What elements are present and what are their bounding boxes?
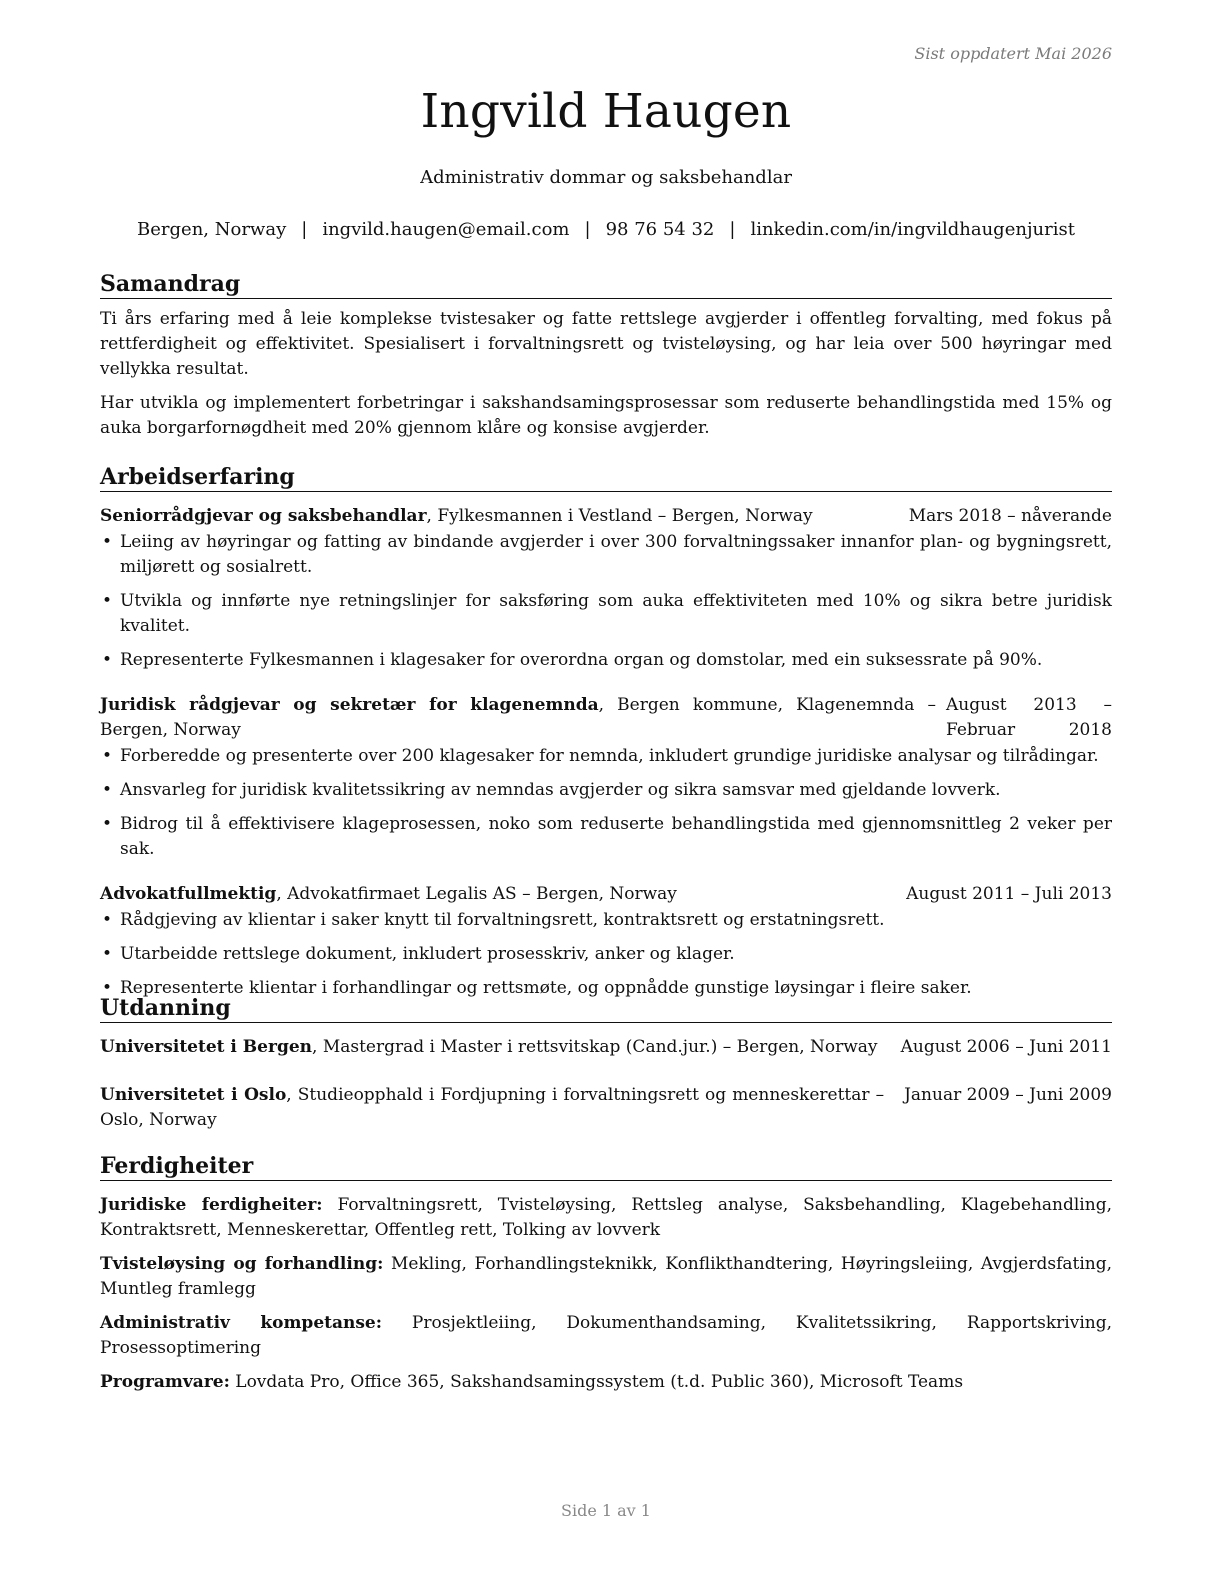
job-bullet: • Utvikla og innførte nye retningslinjer for saksføring som auka effektiviteten med 10% og sikra betre juridisk kvalitet. [100,589,1112,639]
job-bullet: • Forberedde og presenterte over 200 klagesaker for nemnda, inkludert grundige juridiske analysar og tilrådingar. [100,744,1112,769]
contact-phone: 98 76 54 32 [605,219,715,240]
job-entry [100,693,1112,862]
section-title-education: Utdanning [100,994,1112,1023]
candidate-name: Ingvild Haugen [420,84,792,139]
job-bullets [100,744,1112,862]
education-section [100,994,1112,1133]
education-dates: August 2006 – Juni 2011 [900,1037,1112,1057]
skill-value: Prosjektleiing, Dokumenthandsaming, Kvalitetssikring, Rapportskriving, Prosessoptimering [100,1313,1112,1358]
job-bullet: • Leiing av høyringar og fatting av bindande avgjerder i over 300 forvaltningssaker innanfor plan- og bygningsrett, miljørett og sosialrett. [100,530,1112,580]
job-dates: Mars 2018 – nåverande [908,506,1112,526]
resume-page [100,0,1112,1584]
summary-section [100,270,1112,441]
skill-group [100,1193,1112,1243]
job-entry [100,504,1112,673]
skill-group [100,1370,1112,1395]
education-school: Universitetet i Bergen [100,1037,313,1057]
skill-label: Juridiske ferdigheiter: [100,1195,323,1215]
skill-value: Lovdata Pro, Office 365, Sakshandsamingssystem (t.d. Public 360), Microsoft Teams [229,1372,964,1392]
job-role: Juridisk rådgjevar og sekretær for klagenemnda [100,695,599,715]
job-role: Seniorrådgjevar og saksbehandlar [100,506,427,526]
education-school: Universitetet i Oslo [100,1085,287,1105]
contact-linkedin[interactable]: linkedin.com/in/ingvildhaugenjurist [750,219,1075,240]
education-detail: , Mastergrad i Master i rettsvitskap (Cand.jur.) – Bergen, Norway [312,1037,878,1057]
skill-group [100,1311,1112,1361]
education-entry [100,1083,1112,1133]
job-bullet: • Bidrog til å effektivisere klageprosessen, noko som reduserte behandlingstida med gjennomsnittleg 2 veker per sak. [100,812,1112,862]
job-bullet: • Ansvarleg for juridisk kvalitetssikring av nemndas avgjerder og sikra samsvar med gjeldande lovverk. [100,778,1112,803]
education-detail: , Studieopphald i Fordjupning i forvaltningsrett og menneskerettar – Oslo, Norway [100,1085,885,1130]
job-dates: August 2011 – Juli 2013 [906,884,1112,904]
job-header [100,504,1112,529]
job-org: , Bergen kommune, Klagenemnda – Bergen, Norway [100,695,936,740]
job-entry [100,882,1112,1001]
contact-separator: | [301,219,308,240]
job-org: , Advokatfirmaet Legalis AS – Bergen, Norway [276,884,677,904]
job-bullets [100,530,1112,673]
contact-separator: | [729,219,736,240]
section-title-skills: Ferdigheiter [100,1152,1112,1181]
job-header [100,693,1112,743]
skill-value: Forvaltningsrett, Tvisteløysing, Rettsleg analyse, Saksbehandling, Klagebehandling, Kontraktsrett, Menneskerettar, Offentleg rett, Tolking av lovverk [100,1195,1112,1240]
page-number: Side 1 av 1 [561,1501,651,1520]
job-bullet: • Representerte klientar i forhandlingar og rettsmøte, og oppnådde gunstige løysingar i fleire saker. [100,976,1112,1001]
education-entry [100,1035,1112,1060]
job-bullet: • Utarbeidde rettslege dokument, inkludert prosesskriv, anker og klager. [100,942,1112,967]
contact-line [100,219,1112,240]
skill-label: Programvare: [100,1372,230,1392]
skill-label: Tvisteløysing og forhandling: [100,1254,384,1274]
experience-section [100,463,1112,1010]
skill-group [100,1252,1112,1302]
skill-value: Mekling, Forhandlingsteknikk, Konflikthandtering, Høyringsleiing, Avgjerdsfating, Muntleg framlegg [100,1254,1112,1299]
candidate-title: Administrativ dommar og saksbehandlar [420,167,792,188]
summary-paragraph: Ti års erfaring med å leie komplekse tvistesaker og fatte rettslege avgjerder i offentleg forvalting, med fokus på rettferdigheit og effektivitet. Spesialisert i forvaltningsrett og tvisteløysing, og har leia over 500 høyringar med vellykka resultat. [100,309,1112,379]
section-title-summary: Samandrag [100,270,1112,299]
education-dates: Januar 2009 – Juni 2009 [904,1085,1112,1105]
job-org: , Fylkesmannen i Vestland – Bergen, Norway [426,506,813,526]
last-updated: Sist oppdatert Mai 2026 [914,44,1112,63]
job-header [100,882,1112,907]
contact-email[interactable]: ingvild.haugen@email.com [322,219,570,240]
job-bullets [100,908,1112,1001]
contact-location: Bergen, Norway [137,219,287,240]
job-bullet: • Rådgjeving av klientar i saker knytt til forvaltningsrett, kontraktsrett og erstatningsrett. [100,908,1112,933]
section-title-experience: Arbeidserfaring [100,463,1112,492]
contact-separator: | [584,219,591,240]
job-bullet: • Representerte Fylkesmannen i klagesaker for overordna organ og domstolar, med ein suksessrate på 90%. [100,648,1112,673]
job-dates: August 2013 – Februar 2018 [946,695,1112,740]
job-role: Advokatfullmektig [100,884,277,904]
skills-section [100,1152,1112,1395]
summary-paragraph: Har utvikla og implementert forbetringar i sakshandsamingsprosessar som reduserte behandlingstida med 15% og auka borgarfornøgdheit med 20% gjennom klåre og konsise avgjerder. [100,393,1112,438]
skill-label: Administrativ kompetanse: [100,1313,383,1333]
